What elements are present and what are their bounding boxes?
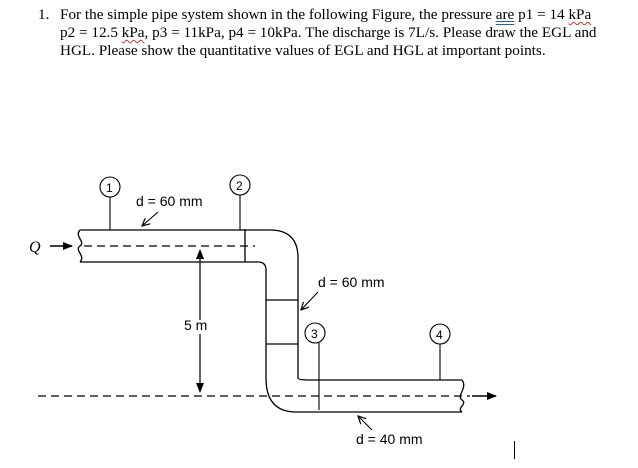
label-d-upper: d = 60 mm (136, 193, 203, 209)
problem-line1-are: are (495, 6, 515, 23)
point-1-label: 1 (106, 181, 113, 195)
label-d-bend-leader (301, 292, 318, 310)
upper-pipe-top-wall (80, 230, 298, 378)
problem-line2-kpa: kPa (121, 24, 145, 41)
text-cursor (514, 441, 515, 459)
upper-pipe-break (78, 230, 81, 262)
label-d-lower-leader (358, 416, 372, 430)
problem-line1-kpa: kPa (568, 6, 592, 23)
lower-pipe-bottom-wall (266, 378, 462, 412)
point-4-label: 4 (436, 328, 443, 342)
point-2-label: 2 (236, 179, 243, 193)
problem-line1-a: For the simple pipe system shown in the following Figure, the pressure (60, 6, 496, 23)
point-3-label: 3 (311, 327, 318, 341)
label-d-lower: d = 40 mm (356, 431, 423, 447)
problem-line2-b: , p3 = 11kPa, p4 = 10kPa. The discharge is 7L/s. Please draw the EGL and (144, 24, 597, 41)
label-d-upper-leader (142, 212, 158, 226)
problem-line3: HGL. Please show the quantitative values of EGL and HGL at important points. (60, 42, 546, 59)
label-d-bend: d = 60 mm (318, 274, 385, 290)
flow-label-q: Q (29, 239, 41, 256)
problem-number: 1. (38, 6, 50, 23)
upper-pipe-bottom-wall (80, 262, 266, 378)
label-height: 5 m (184, 317, 208, 333)
lower-pipe-top-wall (298, 378, 462, 380)
problem-line2-a: p2 = 12.5 (60, 24, 122, 41)
problem-line1-b: p1 = 14 (514, 6, 569, 23)
